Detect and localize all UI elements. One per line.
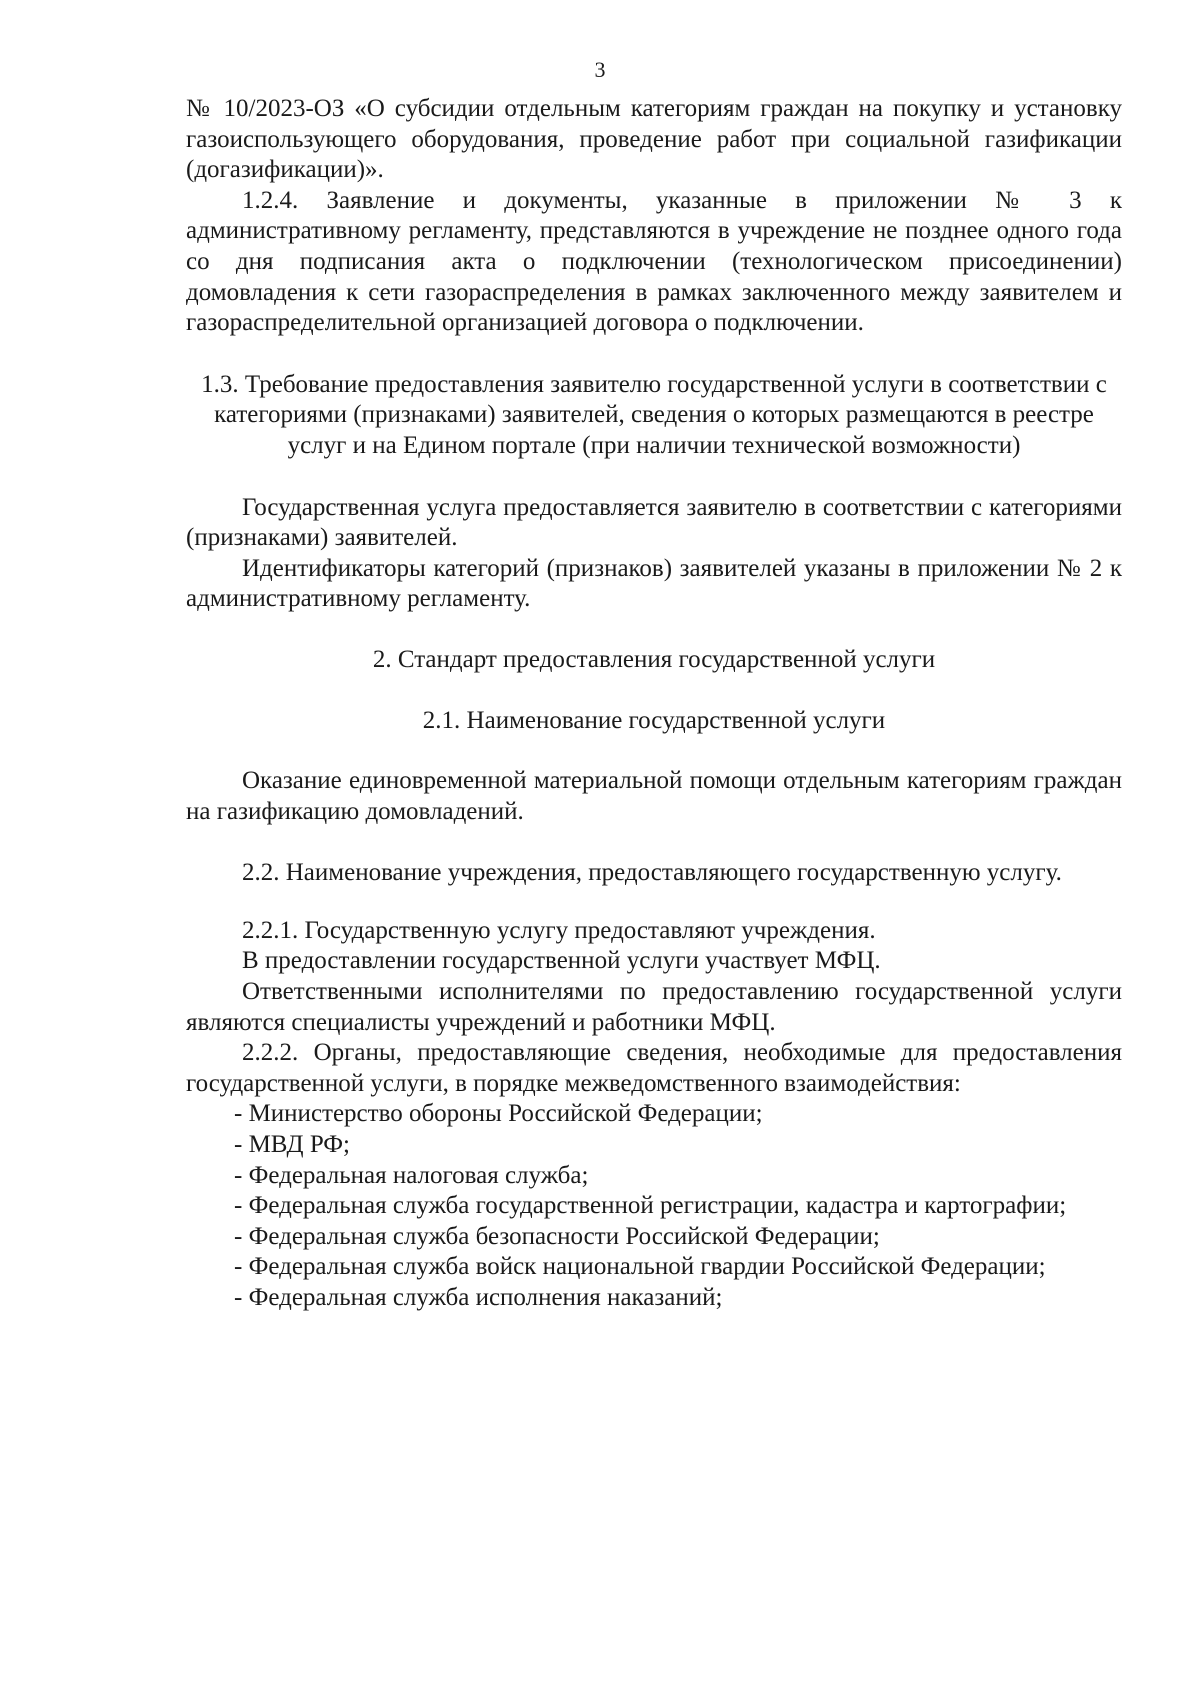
page-number: 3 (594, 57, 606, 82)
section-heading-2-2: 2.2. Наименование учреждения, предоставляющего государственную услугу. (242, 859, 1062, 887)
section-heading-1-3: 1.3. Требование предоставления заявителю государственной услуги в соответствии с категориями (признаками) заявителей, сведения о которых размещаются в реестре услуг и на Едином портале (при наличии технической возможности) (201, 370, 1107, 459)
list-item: - Федеральная служба исполнения наказаний; (234, 1284, 723, 1311)
list-item: - Федеральная служба войск национальной гвардии Российской Федерации; (234, 1253, 1046, 1281)
paragraph-1-2-4: 1.2.4. Заявление и документы, указанные в приложении № 3 к административному регламенту, представляются в учреждение не позднее одного года со дня подписания акта о подключении (технологическом присоединении) домовладения к сети газораспределения в рамках заключенного между заявителем и газораспределительной организацией договора о подключении. (186, 186, 1122, 337)
list-item: - Федеральная налоговая служба; (234, 1161, 589, 1189)
list-item: - Федеральная служба государственной регистрации, кадастра и картографии; (234, 1192, 1067, 1220)
paragraph-identifiers: Идентификаторы категорий (признаков) заявителей указаны в приложении № 2 к административному регламенту. (186, 554, 1122, 613)
paragraph-2-2-1: 2.2.1. Государственную услугу предоставляют учреждения. (242, 916, 876, 944)
document-body (186, 94, 1122, 1314)
paragraph-mfc-participates: В предоставлении государственной услуги участвует МФЦ. (242, 947, 881, 975)
paragraph-2-2-2: 2.2.2. Органы, предоставляющие сведения, необходимые для предоставления государственной услуги, в порядке межведомственного взаимодействия: (186, 1039, 1122, 1097)
list-item: - Федеральная служба безопасности Российской Федерации; (234, 1222, 880, 1250)
paragraph-law-reference: № 10/2023-ОЗ «О субсидии отдельным категориям граждан на покупку и установку газоиспользующего оборудования, проведение работ при социальной газификации (догазификации)». (186, 95, 1122, 184)
section-heading-2-1: 2.1. Наименование государственной услуги (422, 706, 886, 734)
paragraph-responsible: Ответственными исполнителями по предоставлению государственной услуги являются специалисты учреждений и работники МФЦ. (186, 978, 1122, 1036)
paragraph-service-provided: Государственная услуга предоставляется заявителю в соответствии с категориями (признаками) заявителей. (186, 493, 1122, 552)
list-item: - МВД РФ; (234, 1131, 351, 1159)
paragraph-service-name: Оказание единовременной материальной помощи отдельным категориям граждан на газификацию домовладений. (186, 767, 1122, 825)
list-item: - Министерство обороны Российской Федерации; (234, 1100, 763, 1128)
section-heading-2: 2. Стандарт предоставления государственной услуги (372, 645, 936, 673)
